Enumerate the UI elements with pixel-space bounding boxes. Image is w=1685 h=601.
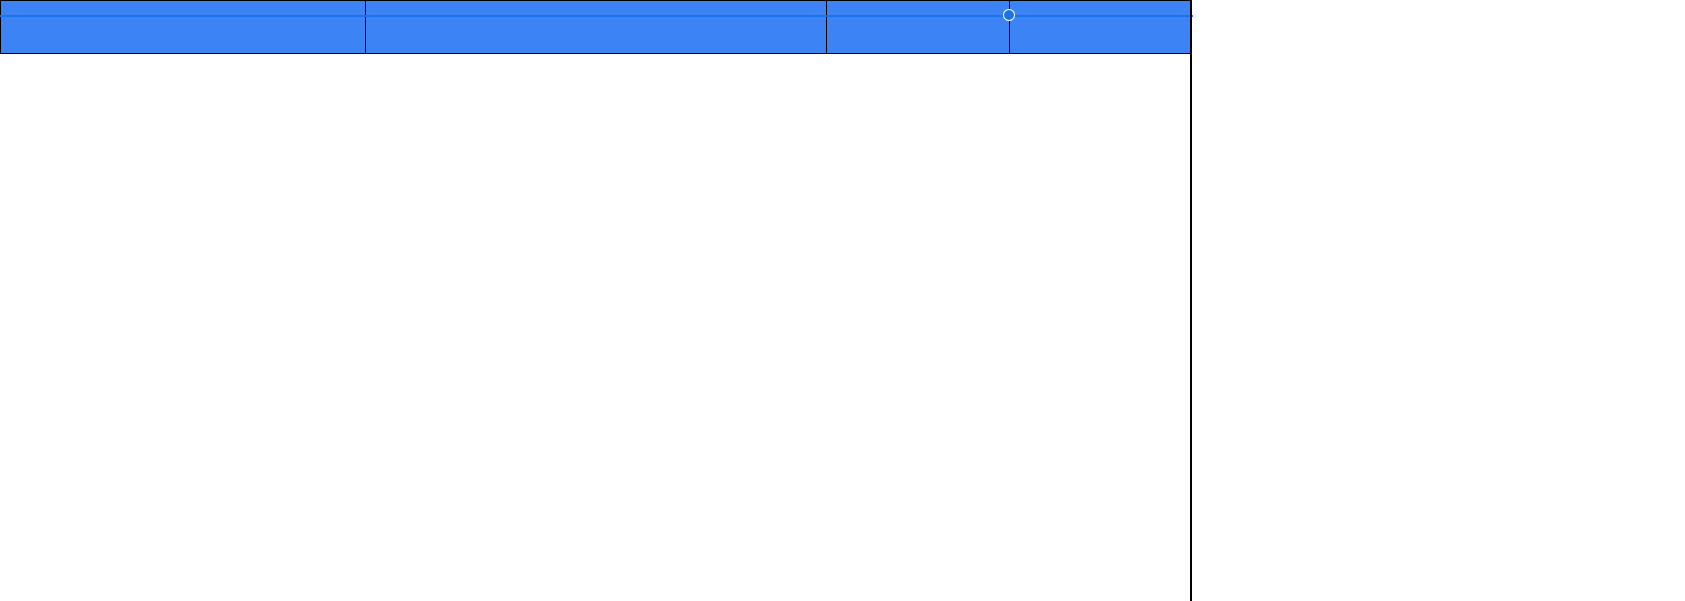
header-objectiu[interactable] — [1, 1, 366, 54]
resize-handle[interactable] — [1003, 9, 1015, 21]
header-criteri[interactable] — [827, 1, 1010, 54]
frozen-divider — [1190, 0, 1192, 601]
header-estat[interactable] — [1010, 1, 1192, 54]
header-indicadors[interactable] — [366, 1, 827, 54]
objectives-table — [0, 0, 1192, 54]
